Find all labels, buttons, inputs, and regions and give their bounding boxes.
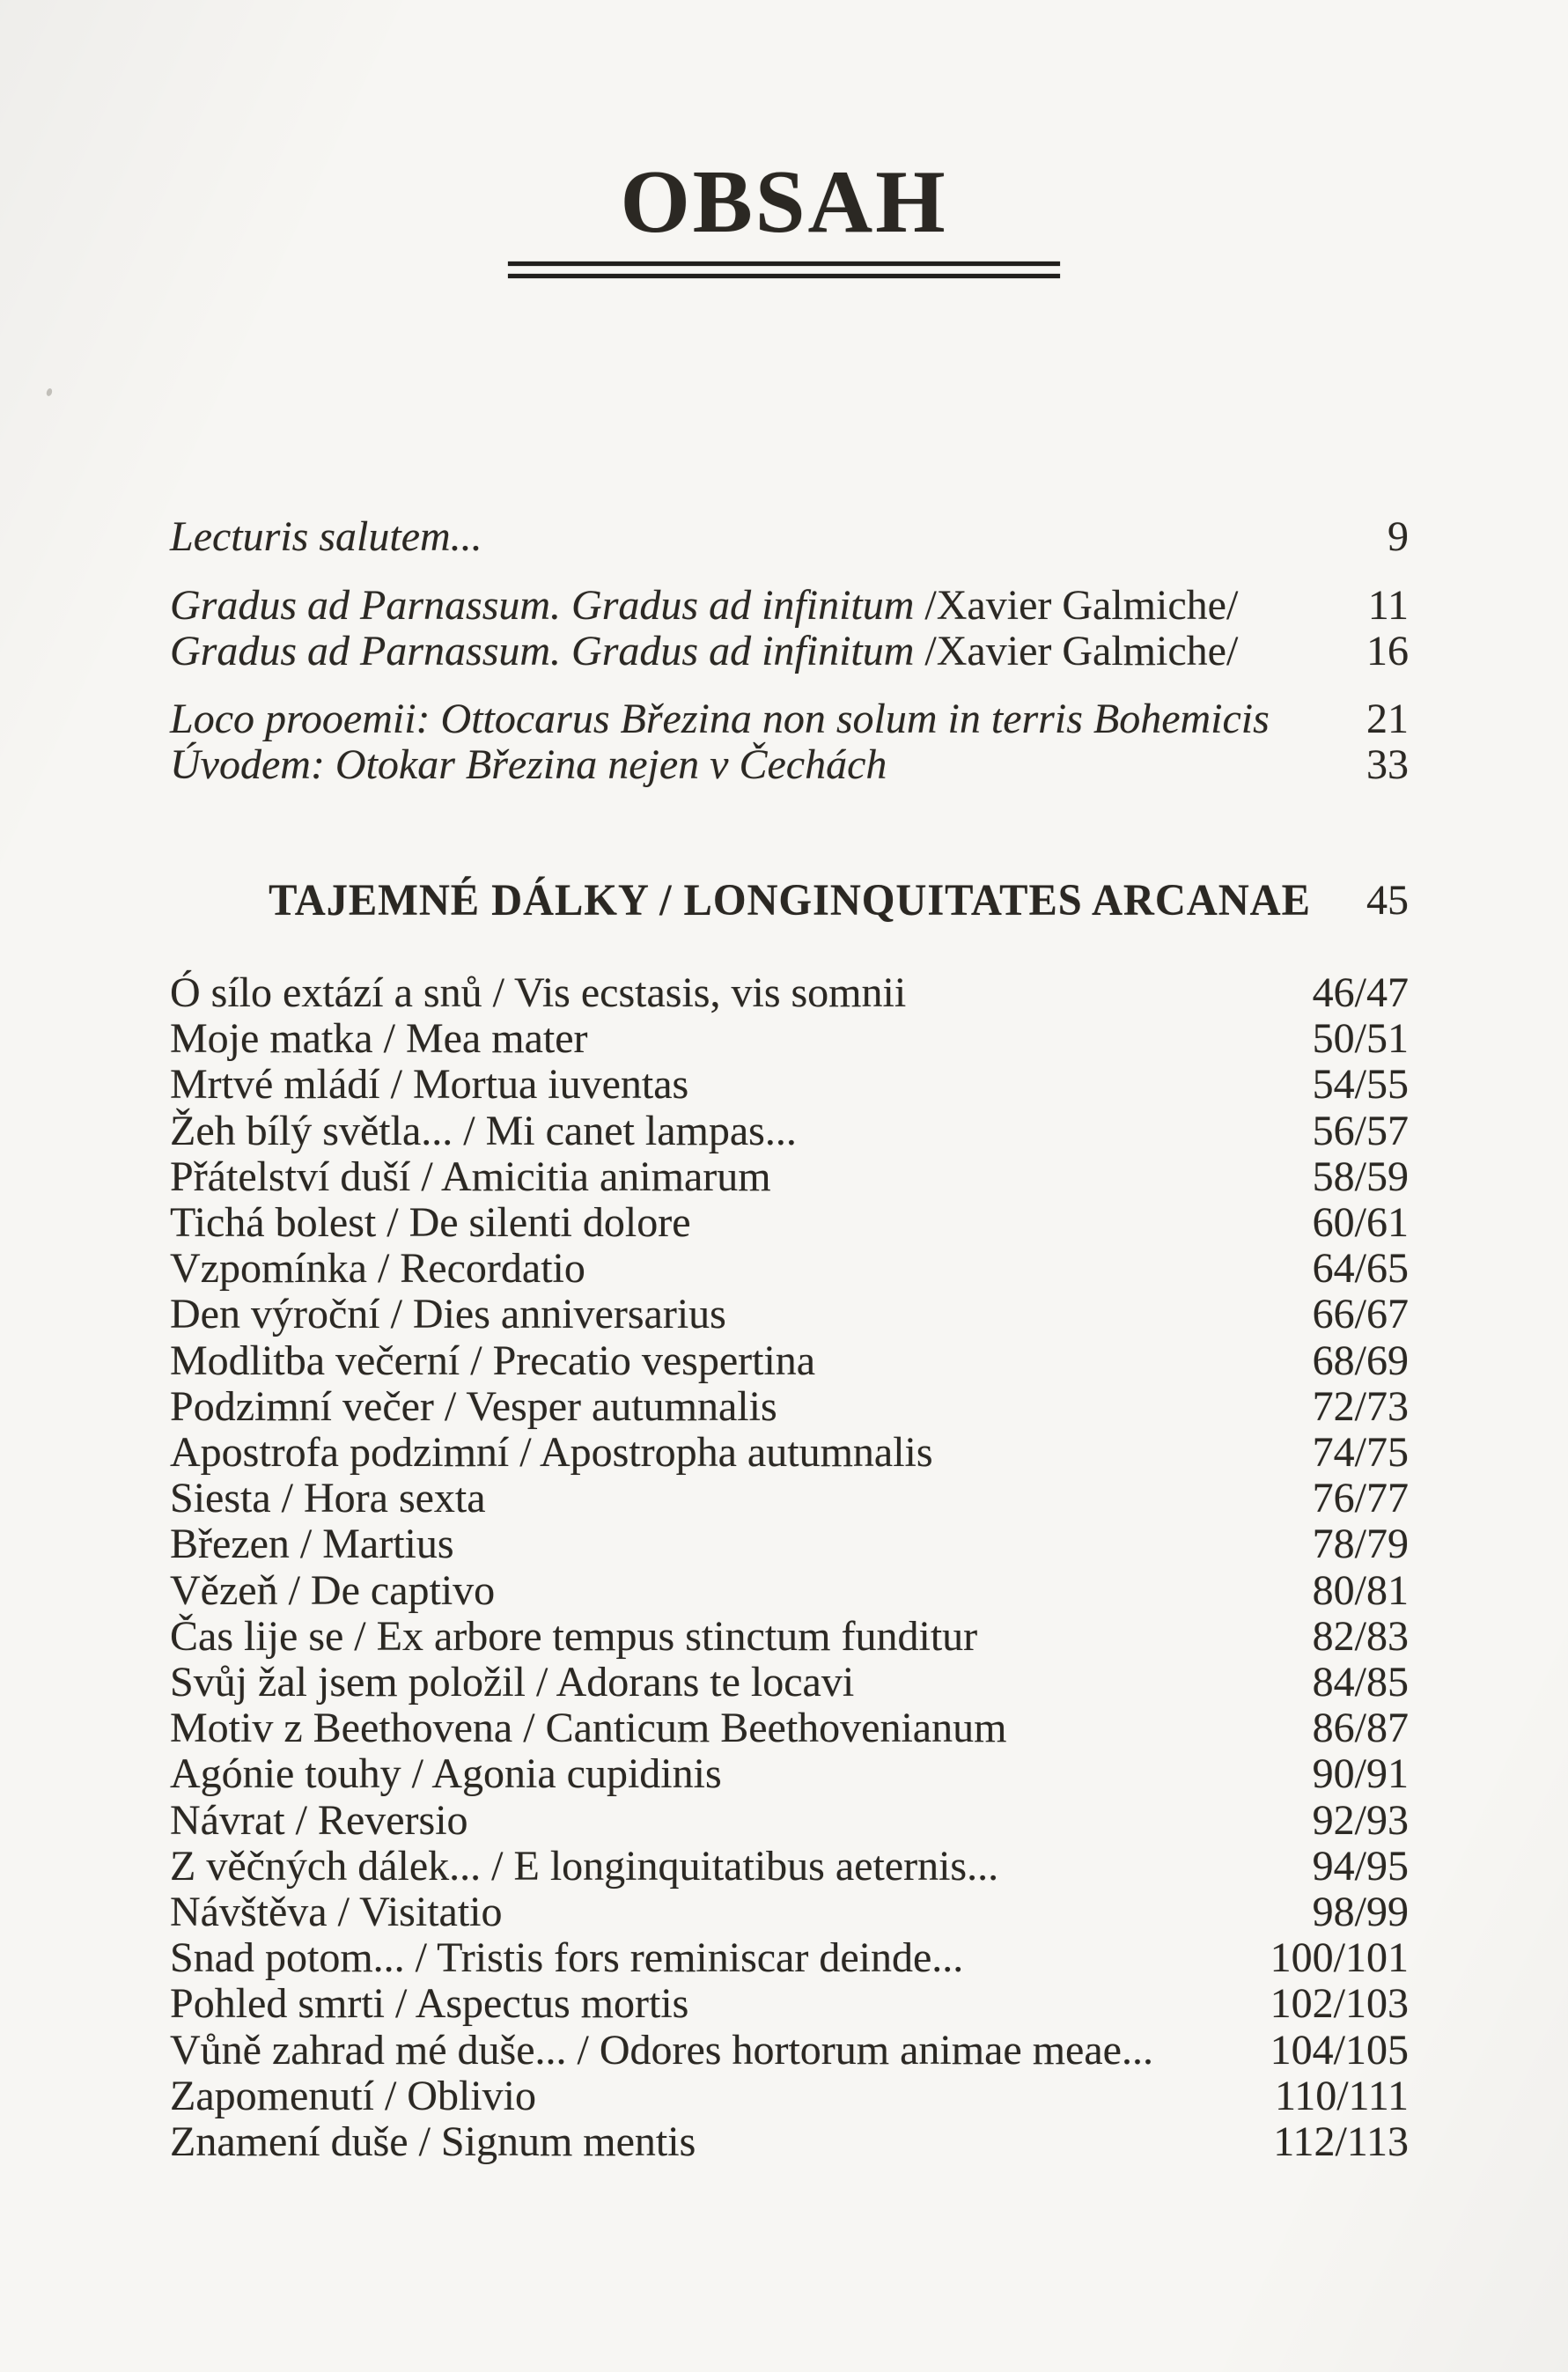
toc-entry-title: Vězeň / De captivo — [170, 1567, 496, 1614]
toc-row — [170, 2119, 1409, 2165]
toc-entry-title: Žeh bílý světla... / Mi canet lampas... — [170, 1108, 797, 1154]
toc-front-author: /Xavier Galmiche/ — [914, 582, 1239, 629]
toc-entry-title: Apostrofa podzimní / Apostropha autumnalis — [170, 1429, 933, 1476]
toc-entry-title: Modlitba večerní / Precatio vespertina — [170, 1337, 816, 1384]
toc-row — [170, 1109, 1409, 1154]
toc-row — [170, 1705, 1409, 1751]
toc-entry-page-numbers: 102/103 — [1270, 1980, 1409, 2027]
toc-front-author: /Xavier Galmiche/ — [914, 628, 1239, 674]
toc-front-title: Gradus ad Parnassum. Gradus ad infinitum — [170, 582, 915, 629]
toc-row — [170, 1154, 1409, 1200]
toc-entry-title: Návrat / Reversio — [170, 1797, 468, 1844]
toc-entry-page-numbers: 64/65 — [1312, 1245, 1409, 1292]
toc-entry-page-numbers: 110/111 — [1275, 2073, 1409, 2119]
toc-entry-page-numbers: 98/99 — [1312, 1889, 1409, 1935]
toc-row — [170, 1200, 1409, 1246]
toc-entry-title: Znamení duše / Signum mentis — [170, 2118, 696, 2165]
toc-front-row — [170, 583, 1409, 629]
toc-entry-title: Přátelství duší / Amicitia animarum — [170, 1153, 771, 1200]
toc-entry-page-numbers: 66/67 — [1312, 1291, 1409, 1337]
toc-entry-page-numbers: 60/61 — [1312, 1199, 1409, 1246]
toc-front-row — [170, 629, 1409, 674]
toc-entry-title: Z věčných dálek... / E longinquitatibus aeternis... — [170, 1843, 999, 1889]
section-heading: TAJEMNÉ DÁLKY / LONGINQUITATES ARCANAE — [268, 876, 1311, 925]
toc-entry-title: Pohled smrti / Aspectus mortis — [170, 1980, 689, 2027]
toc-row — [170, 1844, 1409, 1889]
toc-entry-page-numbers: 50/51 — [1312, 1015, 1409, 1062]
toc-entry-title: Vzpomínka / Recordatio — [170, 1245, 585, 1292]
toc-front-page-number: 11 — [1367, 582, 1409, 629]
title-rule-bottom — [508, 274, 1060, 278]
toc-entry-title: Podzimní večer / Vesper autumnalis — [170, 1383, 777, 1430]
toc-entry-page-numbers: 58/59 — [1312, 1153, 1409, 1200]
toc-entry-title: Moje matka / Mea mater — [170, 1015, 588, 1062]
toc-entry-page-numbers: 82/83 — [1312, 1613, 1409, 1660]
toc-row — [170, 970, 1409, 1016]
toc-entry-title: Návštěva / Visitatio — [170, 1889, 503, 1935]
toc-row — [170, 1292, 1409, 1337]
toc-row — [170, 1338, 1409, 1384]
toc-front-title: Gradus ad Parnassum. Gradus ad infinitum — [170, 628, 915, 674]
toc-entry-title: Březen / Martius — [170, 1521, 454, 1567]
title-rule-top — [508, 262, 1060, 266]
toc-entry-title: Mrtvé mládí / Mortua iuventas — [170, 1061, 689, 1108]
toc-row — [170, 1889, 1409, 1935]
toc-entry-title: Čas lije se / Ex arbore tempus stinctum funditur — [170, 1613, 978, 1660]
toc-row — [170, 1246, 1409, 1292]
toc-entry-page-numbers: 86/87 — [1312, 1705, 1409, 1751]
toc-row — [170, 1568, 1409, 1614]
toc-front-page-number: 16 — [1366, 628, 1409, 674]
toc-entry-page-numbers: 112/113 — [1273, 2118, 1409, 2165]
toc-row — [170, 1430, 1409, 1476]
toc-row — [170, 1614, 1409, 1660]
toc-entry-page-numbers: 54/55 — [1312, 1061, 1409, 1108]
toc-front-title: Úvodem: Otokar Březina nejen v Čechách — [170, 741, 887, 788]
toc-entry-title: Siesta / Hora sexta — [170, 1475, 486, 1521]
toc-row — [170, 1981, 1409, 2027]
toc-row — [170, 2028, 1409, 2074]
toc-entry-page-numbers: 76/77 — [1312, 1475, 1409, 1521]
toc-row — [170, 1476, 1409, 1521]
toc-front-page-number: 9 — [1388, 513, 1409, 560]
toc-front-row — [170, 514, 1409, 560]
toc-front-row — [170, 696, 1409, 742]
toc-front-page-number: 21 — [1366, 696, 1409, 742]
toc-entry-title: Tichá bolest / De silenti dolore — [170, 1199, 691, 1246]
toc-entry-page-numbers: 68/69 — [1312, 1337, 1409, 1384]
toc-row — [170, 1384, 1409, 1430]
toc-row — [170, 1798, 1409, 1844]
toc-row — [170, 1521, 1409, 1567]
toc-entry-page-numbers: 90/91 — [1312, 1750, 1409, 1797]
toc-entry-title: Ó sílo extází a snů / Vis ecstasis, vis somnii — [170, 969, 907, 1016]
toc-entry-page-numbers: 94/95 — [1312, 1843, 1409, 1889]
section-page-number: 45 — [1366, 877, 1409, 924]
toc-entry-title: Agónie touhy / Agonia cupidinis — [170, 1750, 722, 1797]
toc-entry-page-numbers: 104/105 — [1270, 2027, 1409, 2074]
toc-entry-title: Vůně zahrad mé duše... / Odores hortorum animae meae... — [170, 2027, 1153, 2074]
toc-row — [170, 1660, 1409, 1705]
toc-row — [170, 2074, 1409, 2119]
toc-entry-page-numbers: 46/47 — [1312, 969, 1409, 1016]
toc-entry-title: Den výroční / Dies anniversarius — [170, 1291, 726, 1337]
toc-entry-title: Motiv z Beethovena / Canticum Beethovenianum — [170, 1705, 1007, 1751]
toc-entry-page-numbers: 72/73 — [1312, 1383, 1409, 1430]
toc-row — [170, 1016, 1409, 1062]
toc-entry-page-numbers: 56/57 — [1312, 1108, 1409, 1154]
toc-front-title: Lecturis salutem... — [170, 513, 482, 560]
toc-entry-title: Zapomenutí / Oblivio — [170, 2073, 536, 2119]
toc-entry-page-numbers: 74/75 — [1312, 1429, 1409, 1476]
toc-front-title: Loco prooemii: Ottocarus Březina non solum in terris Bohemicis — [170, 696, 1270, 742]
section-heading-row — [170, 878, 1409, 924]
toc-front-row — [170, 742, 1409, 788]
toc-entry-page-numbers: 92/93 — [1312, 1797, 1409, 1844]
toc-row — [170, 1751, 1409, 1797]
toc-entry-page-numbers: 100/101 — [1270, 1934, 1409, 1981]
toc-row — [170, 1935, 1409, 1981]
toc-entry-title: Svůj žal jsem položil / Adorans te locavi — [170, 1659, 855, 1705]
toc-entry-page-numbers: 84/85 — [1312, 1659, 1409, 1705]
toc-front-page-number: 33 — [1366, 741, 1409, 788]
toc-row — [170, 1062, 1409, 1108]
toc-entry-page-numbers: 80/81 — [1312, 1567, 1409, 1614]
scan-speck — [46, 387, 53, 396]
page-title: OBSAH — [620, 152, 948, 252]
toc-entry-title: Snad potom... / Tristis fors reminiscar deinde... — [170, 1934, 964, 1981]
toc-entry-page-numbers: 78/79 — [1312, 1521, 1409, 1567]
